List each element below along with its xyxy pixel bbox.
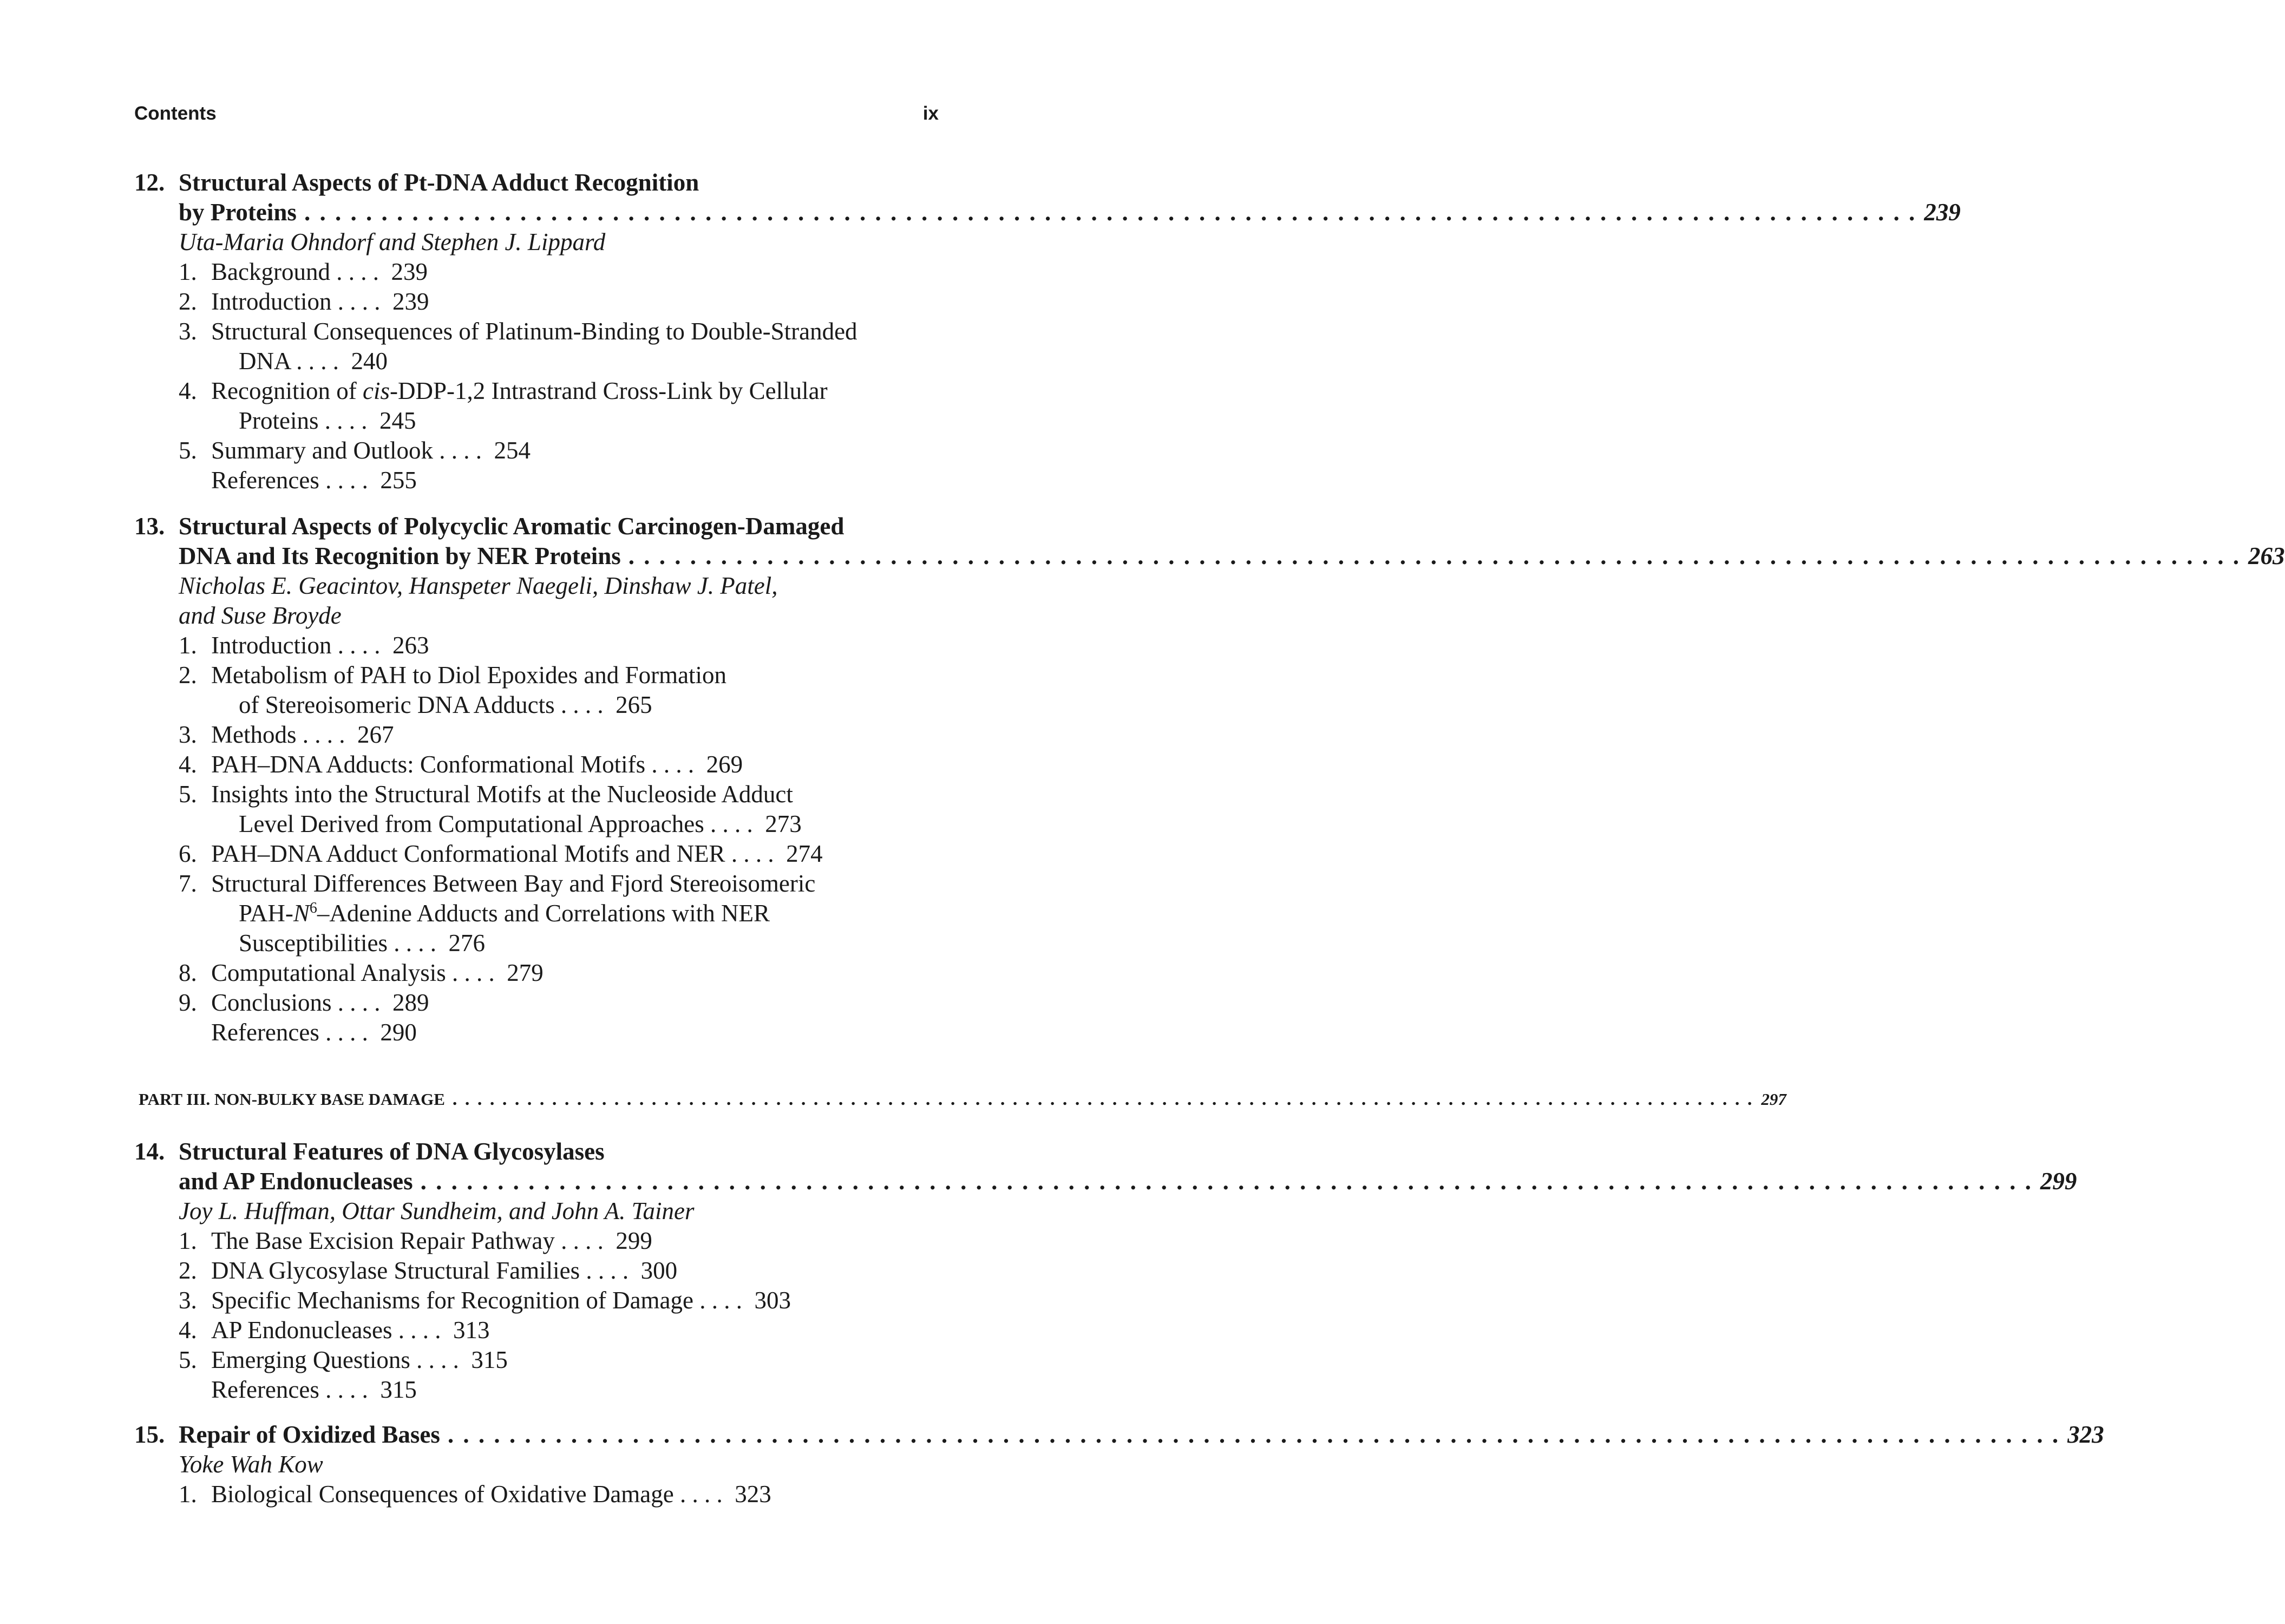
section-leader: . . . . [433, 437, 494, 464]
section-page: 303 [754, 1287, 791, 1314]
section-page: 274 [786, 840, 823, 867]
section-page: 290 [380, 1019, 417, 1046]
superscript: 6 [309, 900, 317, 916]
section-leader: . . . . [331, 632, 392, 659]
chapter-title-leader-line[interactable] [179, 541, 2285, 571]
chapter-title-line[interactable]: Structural Features of DNA Glycosylases [179, 1138, 605, 1165]
chapter-13-entry [134, 512, 2285, 1047]
section-entry[interactable] [179, 1479, 939, 1509]
chapter-number: 15. [134, 1421, 165, 1448]
section-title: Insights into the Structural Motifs at the Nucleoside Adduct [211, 781, 793, 808]
section-number: 8. [179, 959, 197, 986]
leader-dots: . . . . . . . . . . . . . . . . . . . . . . . . . . . . . . . . . . . . . . . . . . . . . . . . . . . . . . . . . . . . . . . . . . . . . . . . . . . . . . . . . . . . . . . . . . . . . . . . . . . . . . . . . [628, 542, 2241, 569]
section-number: 3. [179, 1287, 197, 1314]
section-leader: . . . . [318, 407, 380, 434]
section-number: 6. [179, 840, 197, 867]
chapter-14-entry [134, 1137, 2077, 1405]
references-entry[interactable] [179, 466, 939, 495]
section-page: 265 [616, 691, 652, 718]
section-title-continued [211, 899, 939, 928]
section-number: 1. [179, 632, 197, 659]
section-leader: . . . . [554, 1227, 616, 1254]
references-entry[interactable] [179, 1375, 939, 1405]
section-title: Structural Differences Between Bay and Fjord Stereoisomeric [211, 870, 816, 897]
part-heading[interactable] [139, 1089, 1786, 1110]
section-title: Emerging Questions [211, 1346, 410, 1373]
section-title-text: –Adenine Adducts and Correlations with NER [317, 900, 770, 927]
section-leader: . . . . [330, 258, 391, 285]
section-title: References [211, 1376, 319, 1403]
section-entry[interactable] [179, 317, 939, 376]
section-page: 279 [507, 959, 544, 986]
section-number: 5. [179, 437, 197, 464]
section-page: 300 [640, 1257, 678, 1284]
section-number: 5. [179, 781, 197, 808]
section-entry[interactable] [179, 988, 939, 1018]
section-title: References [211, 467, 319, 494]
references-entry[interactable] [179, 1018, 939, 1047]
section-title-italic: cis [362, 377, 390, 404]
section-entry[interactable] [179, 1315, 939, 1345]
section-page: 245 [379, 407, 416, 434]
section-leader: . . . . [296, 721, 357, 748]
page-folio: ix [922, 103, 939, 124]
section-leader: . . . . [388, 929, 449, 957]
chapter-authors [179, 227, 939, 257]
section-page: 267 [357, 721, 394, 748]
section-page: 240 [351, 348, 388, 375]
section-page: 313 [453, 1317, 490, 1344]
section-page: 276 [448, 929, 485, 957]
section-number: 1. [179, 1481, 197, 1508]
section-number: 2. [179, 662, 197, 689]
section-title-continued: Level Derived from Computational Approaches [239, 810, 704, 837]
section-page: 323 [735, 1481, 771, 1508]
section-leader: . . . . [704, 810, 765, 837]
section-number: 9. [179, 989, 197, 1016]
section-leader: . . . . [725, 840, 787, 867]
section-title: References [211, 1019, 319, 1046]
chapter-title-last-line[interactable]: DNA and Its Recognition by NER Proteins [179, 542, 621, 569]
section-leader: . . . . [446, 959, 507, 986]
section-page: 315 [471, 1346, 508, 1373]
section-leader: . . . . [693, 1287, 755, 1314]
section-leader: . . . . [673, 1481, 735, 1508]
author-line: Joy L. Huffman, Ottar Sundheim, and John A. Tainer [179, 1197, 695, 1224]
section-entry[interactable] [179, 257, 939, 287]
section-title: DNA Glycosylase Structural Families [211, 1257, 580, 1284]
chapter-page-number[interactable]: 323 [2067, 1421, 2104, 1448]
section-title: Specific Mechanisms for Recognition of Damage [211, 1287, 693, 1314]
section-leader: . . . . [554, 691, 616, 718]
section-entry[interactable] [179, 958, 939, 988]
section-entry[interactable] [179, 660, 939, 720]
section-page: 315 [380, 1376, 417, 1403]
chapter-authors [179, 1196, 939, 1226]
chapter-number: 14. [134, 1138, 165, 1165]
section-title: AP Endonucleases [211, 1317, 392, 1344]
section-number: 2. [179, 1257, 197, 1284]
section-title: Methods [211, 721, 297, 748]
section-number: 4. [179, 1317, 197, 1344]
running-head [134, 103, 939, 127]
section-title: Introduction [211, 632, 332, 659]
section-number: 3. [179, 318, 197, 345]
section-page: 289 [392, 989, 429, 1016]
section-title: Conclusions [211, 989, 332, 1016]
section-title-continued: DNA [239, 348, 291, 375]
part-title[interactable]: PART III. NON-BULKY BASE DAMAGE [139, 1090, 445, 1109]
chapter-12-entry [134, 168, 1961, 495]
section-title-continued: of Stereoisomeric DNA Adducts [239, 691, 555, 718]
chapter-15-entry [134, 1420, 2104, 1509]
section-title-continued: Proteins [239, 407, 319, 434]
chapter-title-line[interactable]: Structural Aspects of Polycyclic Aromatic Carcinogen-Damaged [179, 513, 844, 540]
section-entry[interactable] [179, 287, 939, 317]
leader-dots: . . . . . . . . . . . . . . . . . . . . . . . . . . . . . . . . . . . . . . . . . . . . . . . . . . . . . . . . . . . . . . . . . . . . . . . . . . . . . . . . . . . . . . . . . . . . . . . . . . . . . . . . . [447, 1421, 2060, 1448]
section-page: 269 [706, 751, 743, 778]
section-title-text: Recognition of [211, 377, 363, 404]
section-leader: . . . . [319, 467, 381, 494]
section-page: 239 [391, 258, 428, 285]
chapter-authors [179, 571, 939, 631]
section-title [211, 376, 939, 406]
section-number: 5. [179, 1346, 197, 1373]
section-number: 1. [179, 1227, 197, 1254]
chapter-number: 12. [134, 169, 165, 196]
section-title-italic: N [293, 900, 310, 927]
chapter-authors [179, 1450, 939, 1479]
section-entry[interactable] [179, 1256, 939, 1286]
section-entry[interactable] [179, 376, 939, 436]
section-entry[interactable] [179, 750, 939, 780]
section-title: Metabolism of PAH to Diol Epoxides and Formation [211, 662, 727, 689]
part-page-number[interactable]: 297 [1761, 1090, 1786, 1109]
chapter-title-leader-line[interactable] [179, 1420, 2104, 1450]
section-entry[interactable] [179, 780, 939, 839]
section-title: Introduction [211, 288, 332, 315]
section-entry[interactable] [179, 720, 939, 750]
chapter-title-line[interactable]: Structural Aspects of Pt-DNA Adduct Recognition [179, 169, 699, 196]
section-entry[interactable] [179, 839, 939, 869]
section-page: 263 [392, 632, 429, 659]
leader-dots: . . . . . . . . . . . . . . . . . . . . . . . . . . . . . . . . . . . . . . . . . . . . . . . . . . . . . . . . . . . . . . . . . . . . . . . . . . . . . . . . . . . . . . . . . . . . . . . . . . . . . . . . . [452, 1089, 1754, 1109]
section-title: The Base Excision Repair Pathway [211, 1227, 555, 1254]
section-title: PAH–DNA Adduct Conformational Motifs and NER [211, 840, 725, 867]
section-leader: . . . . [580, 1257, 641, 1284]
author-line: Nicholas E. Geacintov, Hanspeter Naegeli, Dinshaw J. Patel, [179, 572, 778, 599]
section-page: 299 [616, 1227, 652, 1254]
section-leader: . . . . [645, 751, 706, 778]
author-line: Yoke Wah Kow [179, 1451, 323, 1478]
section-title: Structural Consequences of Platinum-Binding to Double-Stranded [211, 318, 857, 345]
author-line: and Suse Broyde [179, 602, 342, 629]
section-leader: . . . . [331, 989, 393, 1016]
section-page: 273 [765, 810, 802, 837]
section-leader: . . . . [319, 1019, 381, 1046]
author-line: Uta-Maria Ohndorf and Stephen J. Lippard [179, 228, 606, 256]
section-title-continued: Susceptibilities [239, 929, 388, 957]
chapter-title-leader-line[interactable] [179, 1167, 2077, 1196]
section-number: 4. [179, 377, 197, 404]
chapter-page-number[interactable]: 299 [2040, 1168, 2077, 1195]
chapter-title-leader-line[interactable] [179, 198, 1961, 227]
chapter-title-last-line[interactable]: Repair of Oxidized Bases [179, 1421, 440, 1448]
chapter-title-last-line[interactable]: by Proteins [179, 199, 297, 226]
section-entry[interactable] [179, 1286, 939, 1315]
section-page: 254 [494, 437, 531, 464]
section-title: PAH–DNA Adducts: Conformational Motifs [211, 751, 646, 778]
section-page: 239 [392, 288, 429, 315]
chapter-page-number[interactable]: 239 [1924, 199, 1961, 226]
section-entry[interactable] [179, 436, 939, 466]
leader-dots: . . . . . . . . . . . . . . . . . . . . . . . . . . . . . . . . . . . . . . . . . . . . . . . . . . . . . . . . . . . . . . . . . . . . . . . . . . . . . . . . . . . . . . . . . . . . . . . . . . . . . . . . . [304, 199, 1917, 226]
section-number: 1. [179, 258, 197, 285]
section-leader: . . . . [410, 1346, 472, 1373]
section-entry[interactable] [179, 1226, 939, 1256]
section-leader: . . . . [319, 1376, 381, 1403]
section-page: 255 [380, 467, 417, 494]
chapter-number: 13. [134, 513, 165, 540]
section-entry[interactable] [179, 631, 939, 660]
section-title: Biological Consequences of Oxidative Damage [211, 1481, 674, 1508]
section-number: 2. [179, 288, 197, 315]
section-title: Computational Analysis [211, 959, 446, 986]
section-number: 3. [179, 721, 197, 748]
section-number: 4. [179, 751, 197, 778]
section-leader: . . . . [331, 288, 392, 315]
chapter-page-number[interactable]: 263 [2248, 542, 2285, 569]
section-title: Background [211, 258, 330, 285]
leader-dots: . . . . . . . . . . . . . . . . . . . . . . . . . . . . . . . . . . . . . . . . . . . . . . . . . . . . . . . . . . . . . . . . . . . . . . . . . . . . . . . . . . . . . . . . . . . . . . . . . . . . . . . . . [420, 1168, 2033, 1195]
section-leader: . . . . [392, 1317, 454, 1344]
section-title-text: PAH- [239, 900, 293, 927]
section-number: 7. [179, 870, 197, 897]
running-head-title: Contents [134, 103, 217, 124]
section-title: Summary and Outlook [211, 437, 433, 464]
section-leader: . . . . [290, 348, 351, 375]
section-title-text: -DDP-1,2 Intrastrand Cross-Link by Cellular [389, 377, 828, 404]
chapter-title-last-line[interactable]: and AP Endonucleases [179, 1168, 413, 1195]
section-entry[interactable] [179, 869, 939, 958]
section-entry[interactable] [179, 1345, 939, 1375]
